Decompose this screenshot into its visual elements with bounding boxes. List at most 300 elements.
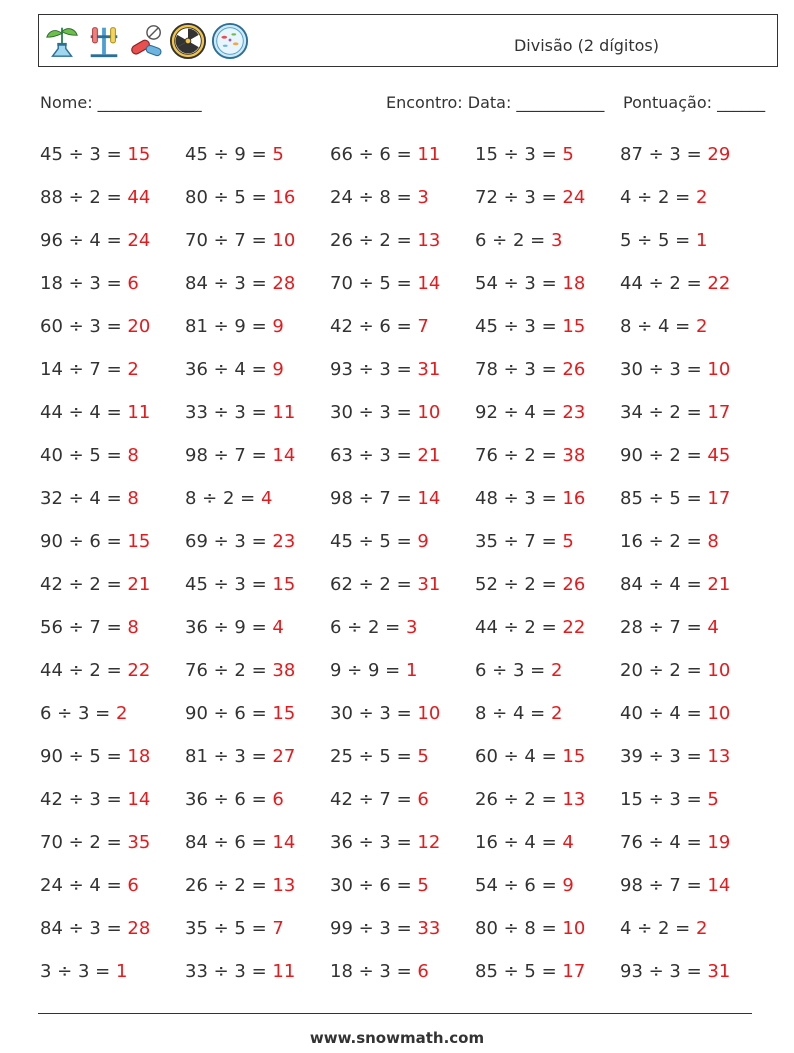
problem-question: 30 ÷ 6 = <box>330 875 418 896</box>
problem-question: 93 ÷ 3 = <box>620 961 708 982</box>
problem-item <box>40 788 185 831</box>
problem-answer: 11 <box>272 402 296 423</box>
problem-row <box>40 702 770 745</box>
problem-item <box>475 573 620 616</box>
problem-item <box>40 401 185 444</box>
problem-question: 5 ÷ 5 = <box>620 230 696 251</box>
problem-item <box>40 315 185 358</box>
problem-answer: 28 <box>272 273 296 294</box>
problem-item <box>475 874 620 917</box>
problem-question: 39 ÷ 3 = <box>620 746 708 767</box>
problem-item <box>475 401 620 444</box>
problem-question: 40 ÷ 5 = <box>40 445 128 466</box>
problem-item <box>620 444 765 487</box>
worksheet-title: Divisão (2 dígitos) <box>513 36 659 55</box>
problem-question: 56 ÷ 7 = <box>40 617 128 638</box>
problem-item <box>475 788 620 831</box>
problem-answer: 26 <box>562 574 586 595</box>
problem-item <box>185 487 330 530</box>
problem-answer: 10 <box>417 703 441 724</box>
problem-answer: 18 <box>127 746 151 767</box>
problem-item <box>475 444 620 487</box>
problem-question: 76 ÷ 4 = <box>620 832 708 853</box>
footer-divider <box>38 1013 752 1014</box>
problem-item <box>185 960 330 1003</box>
problem-item <box>330 315 475 358</box>
problem-answer: 1 <box>695 230 708 251</box>
problem-question: 69 ÷ 3 = <box>185 531 273 552</box>
problem-question: 76 ÷ 2 = <box>185 660 273 681</box>
problem-item <box>475 831 620 874</box>
problem-row <box>40 315 770 358</box>
problem-answer: 14 <box>127 789 151 810</box>
problem-answer: 5 <box>707 789 719 810</box>
problem-item <box>620 487 765 530</box>
problem-item <box>620 917 765 960</box>
problem-question: 24 ÷ 8 = <box>330 187 418 208</box>
problem-item <box>330 745 475 788</box>
problem-item <box>620 874 765 917</box>
problem-item <box>185 788 330 831</box>
problem-answer: 1 <box>115 961 128 982</box>
problem-question: 44 ÷ 2 = <box>475 617 563 638</box>
problem-answer: 31 <box>707 961 731 982</box>
problem-question: 18 ÷ 3 = <box>330 961 418 982</box>
problem-item <box>330 444 475 487</box>
problem-question: 4 ÷ 2 = <box>620 187 696 208</box>
problem-item <box>620 788 765 831</box>
footer-url: www.snowmath.com <box>309 1029 485 1047</box>
problem-item <box>330 874 475 917</box>
problem-item <box>40 702 185 745</box>
problem-answer: 21 <box>417 445 441 466</box>
problem-question: 70 ÷ 2 = <box>40 832 128 853</box>
problem-question: 36 ÷ 6 = <box>185 789 273 810</box>
problem-row <box>40 573 770 616</box>
problem-question: 44 ÷ 4 = <box>40 402 128 423</box>
problem-item <box>40 917 185 960</box>
problem-answer: 6 <box>272 789 284 810</box>
problem-answer: 14 <box>272 832 296 853</box>
problem-item <box>40 831 185 874</box>
problem-answer: 8 <box>127 445 139 466</box>
problem-item <box>40 960 185 1003</box>
header-icons <box>43 20 249 62</box>
problem-question: 4 ÷ 2 = <box>620 918 696 939</box>
problem-item <box>40 616 185 659</box>
problem-answer: 45 <box>707 445 731 466</box>
problem-question: 85 ÷ 5 = <box>620 488 708 509</box>
problem-answer: 11 <box>417 144 441 165</box>
problem-answer: 3 <box>417 187 429 208</box>
problem-question: 6 ÷ 3 = <box>40 703 116 724</box>
problem-answer: 10 <box>707 359 731 380</box>
problem-question: 84 ÷ 6 = <box>185 832 273 853</box>
problem-question: 70 ÷ 5 = <box>330 273 418 294</box>
problem-question: 20 ÷ 2 = <box>620 660 708 681</box>
problem-answer: 10 <box>562 918 586 939</box>
problem-row <box>40 874 770 917</box>
problem-item <box>185 573 330 616</box>
problem-answer: 26 <box>562 359 586 380</box>
problem-answer: 15 <box>562 746 586 767</box>
problem-item <box>475 358 620 401</box>
problem-question: 8 ÷ 2 = <box>185 488 261 509</box>
problem-answer: 6 <box>127 273 139 294</box>
problem-item <box>185 831 330 874</box>
problem-question: 14 ÷ 7 = <box>40 359 128 380</box>
radiation-icon <box>169 22 207 60</box>
problem-item <box>620 358 765 401</box>
problem-item <box>330 401 475 444</box>
problem-question: 40 ÷ 4 = <box>620 703 708 724</box>
problem-row <box>40 745 770 788</box>
problem-answer: 5 <box>562 144 574 165</box>
problem-row <box>40 788 770 831</box>
problem-item <box>620 530 765 573</box>
problem-question: 81 ÷ 9 = <box>185 316 273 337</box>
problem-question: 45 ÷ 5 = <box>330 531 418 552</box>
problem-question: 62 ÷ 2 = <box>330 574 418 595</box>
problem-item <box>475 315 620 358</box>
problem-answer: 22 <box>562 617 586 638</box>
problem-question: 85 ÷ 5 = <box>475 961 563 982</box>
problem-question: 33 ÷ 3 = <box>185 402 273 423</box>
problem-question: 26 ÷ 2 = <box>185 875 273 896</box>
problem-question: 30 ÷ 3 = <box>330 402 418 423</box>
problem-question: 84 ÷ 4 = <box>620 574 708 595</box>
problem-item <box>40 487 185 530</box>
problem-question: 90 ÷ 5 = <box>40 746 128 767</box>
problem-question: 90 ÷ 6 = <box>40 531 128 552</box>
problem-item <box>40 573 185 616</box>
problem-row <box>40 960 770 1003</box>
problem-item <box>475 917 620 960</box>
petri-dish-icon <box>211 22 249 60</box>
problem-answer: 5 <box>417 875 429 896</box>
problem-item <box>330 788 475 831</box>
problem-question: 80 ÷ 8 = <box>475 918 563 939</box>
problem-question: 18 ÷ 3 = <box>40 273 128 294</box>
problem-answer: 38 <box>562 445 586 466</box>
problem-row <box>40 229 770 272</box>
problem-row <box>40 358 770 401</box>
problem-item <box>620 143 765 186</box>
problem-row <box>40 272 770 315</box>
problem-question: 8 ÷ 4 = <box>620 316 696 337</box>
problem-answer: 29 <box>707 144 731 165</box>
problem-answer: 8 <box>127 617 139 638</box>
problem-question: 60 ÷ 4 = <box>475 746 563 767</box>
problem-item <box>620 573 765 616</box>
problem-answer: 14 <box>707 875 731 896</box>
problem-question: 26 ÷ 2 = <box>330 230 418 251</box>
plant-flask-icon <box>43 22 81 60</box>
problem-question: 45 ÷ 3 = <box>185 574 273 595</box>
problem-item <box>185 874 330 917</box>
problem-answer: 13 <box>272 875 296 896</box>
problem-question: 42 ÷ 6 = <box>330 316 418 337</box>
problem-question: 78 ÷ 3 = <box>475 359 563 380</box>
problem-question: 54 ÷ 6 = <box>475 875 563 896</box>
problem-answer: 10 <box>417 402 441 423</box>
problem-question: 72 ÷ 3 = <box>475 187 563 208</box>
problem-answer: 5 <box>417 746 429 767</box>
problem-answer: 23 <box>272 531 296 552</box>
problem-item <box>185 917 330 960</box>
problem-item <box>185 745 330 788</box>
problem-question: 45 ÷ 3 = <box>475 316 563 337</box>
problem-row <box>40 659 770 702</box>
problem-item <box>40 143 185 186</box>
problem-row <box>40 831 770 874</box>
problem-item <box>620 702 765 745</box>
problem-answer: 14 <box>417 488 441 509</box>
problem-question: 42 ÷ 7 = <box>330 789 418 810</box>
problem-row <box>40 401 770 444</box>
problem-item <box>475 229 620 272</box>
problem-item <box>185 530 330 573</box>
problem-question: 15 ÷ 3 = <box>475 144 563 165</box>
problem-item <box>40 229 185 272</box>
problem-answer: 6 <box>127 875 139 896</box>
problem-question: 30 ÷ 3 = <box>330 703 418 724</box>
problem-item <box>40 186 185 229</box>
date-field-label: Encontro: Data: ___________ <box>386 93 605 112</box>
problem-answer: 1 <box>405 660 418 681</box>
problem-row <box>40 143 770 186</box>
problem-item <box>185 272 330 315</box>
problem-question: 87 ÷ 3 = <box>620 144 708 165</box>
problem-item <box>620 186 765 229</box>
problem-answer: 2 <box>550 660 563 681</box>
problem-question: 42 ÷ 3 = <box>40 789 128 810</box>
problem-item <box>330 186 475 229</box>
problem-question: 16 ÷ 2 = <box>620 531 708 552</box>
problem-answer: 10 <box>707 703 731 724</box>
problem-item <box>185 358 330 401</box>
problem-question: 6 ÷ 3 = <box>475 660 551 681</box>
problem-answer: 5 <box>272 144 284 165</box>
problem-answer: 21 <box>707 574 731 595</box>
problem-answer: 23 <box>562 402 586 423</box>
problem-answer: 2 <box>695 187 708 208</box>
problem-answer: 4 <box>260 488 273 509</box>
problem-question: 45 ÷ 3 = <box>40 144 128 165</box>
problem-question: 76 ÷ 2 = <box>475 445 563 466</box>
problem-item <box>330 616 475 659</box>
pills-icon <box>127 22 165 60</box>
problem-item <box>475 960 620 1003</box>
problem-row <box>40 487 770 530</box>
problem-answer: 22 <box>127 660 151 681</box>
problem-question: 88 ÷ 2 = <box>40 187 128 208</box>
problem-question: 63 ÷ 3 = <box>330 445 418 466</box>
problem-question: 33 ÷ 3 = <box>185 961 273 982</box>
problem-item <box>475 659 620 702</box>
problem-answer: 2 <box>550 703 563 724</box>
problem-answer: 31 <box>417 574 441 595</box>
problem-answer: 13 <box>562 789 586 810</box>
problem-question: 66 ÷ 6 = <box>330 144 418 165</box>
problem-question: 45 ÷ 9 = <box>185 144 273 165</box>
problem-answer: 15 <box>127 144 151 165</box>
problem-question: 26 ÷ 2 = <box>475 789 563 810</box>
problem-item <box>330 960 475 1003</box>
problem-item <box>40 659 185 702</box>
problem-question: 81 ÷ 3 = <box>185 746 273 767</box>
problem-question: 32 ÷ 4 = <box>40 488 128 509</box>
problem-item <box>330 229 475 272</box>
problem-question: 70 ÷ 7 = <box>185 230 273 251</box>
problem-item <box>330 530 475 573</box>
problem-answer: 24 <box>562 187 586 208</box>
problem-question: 8 ÷ 4 = <box>475 703 551 724</box>
problem-question: 98 ÷ 7 = <box>185 445 273 466</box>
problem-answer: 33 <box>417 918 441 939</box>
problem-answer: 5 <box>562 531 574 552</box>
test-tube-rack-icon <box>85 22 123 60</box>
problem-answer: 14 <box>417 273 441 294</box>
problem-answer: 12 <box>417 832 441 853</box>
problem-item <box>40 444 185 487</box>
problem-item <box>40 874 185 917</box>
problem-answer: 9 <box>272 359 284 380</box>
problem-answer: 11 <box>127 402 151 423</box>
problem-question: 28 ÷ 7 = <box>620 617 708 638</box>
problem-item <box>185 702 330 745</box>
problem-item <box>620 315 765 358</box>
problem-answer: 9 <box>272 316 284 337</box>
problem-question: 98 ÷ 7 = <box>620 875 708 896</box>
problem-answer: 13 <box>707 746 731 767</box>
problem-item <box>620 659 765 702</box>
problem-item <box>185 315 330 358</box>
problem-question: 16 ÷ 4 = <box>475 832 563 853</box>
problem-question: 25 ÷ 5 = <box>330 746 418 767</box>
problem-question: 42 ÷ 2 = <box>40 574 128 595</box>
problem-item <box>620 272 765 315</box>
problem-answer: 10 <box>272 230 296 251</box>
problem-question: 15 ÷ 3 = <box>620 789 708 810</box>
problem-item <box>620 745 765 788</box>
problem-answer: 11 <box>272 961 296 982</box>
problem-item <box>330 573 475 616</box>
problem-answer: 19 <box>707 832 731 853</box>
problem-item <box>185 616 330 659</box>
problem-question: 9 ÷ 9 = <box>330 660 406 681</box>
problem-item <box>330 831 475 874</box>
problem-answer: 44 <box>127 187 151 208</box>
problem-question: 48 ÷ 3 = <box>475 488 563 509</box>
problem-question: 36 ÷ 4 = <box>185 359 273 380</box>
problem-answer: 9 <box>417 531 429 552</box>
problem-item <box>330 272 475 315</box>
problem-question: 44 ÷ 2 = <box>620 273 708 294</box>
problem-item <box>40 358 185 401</box>
problem-item <box>475 702 620 745</box>
problem-answer: 2 <box>115 703 128 724</box>
problem-question: 36 ÷ 9 = <box>185 617 273 638</box>
problem-item <box>330 659 475 702</box>
problem-question: 6 ÷ 2 = <box>475 230 551 251</box>
problem-answer: 4 <box>272 617 284 638</box>
problem-answer: 27 <box>272 746 296 767</box>
problem-item <box>330 917 475 960</box>
problem-question: 99 ÷ 3 = <box>330 918 418 939</box>
problem-question: 30 ÷ 3 = <box>620 359 708 380</box>
problem-item <box>185 186 330 229</box>
problem-answer: 35 <box>127 832 151 853</box>
problem-question: 93 ÷ 3 = <box>330 359 418 380</box>
problem-answer: 15 <box>127 531 151 552</box>
problem-item <box>620 831 765 874</box>
problem-question: 96 ÷ 4 = <box>40 230 128 251</box>
problem-question: 90 ÷ 2 = <box>620 445 708 466</box>
problem-item <box>185 659 330 702</box>
problem-question: 36 ÷ 3 = <box>330 832 418 853</box>
problem-answer: 15 <box>272 574 296 595</box>
problem-question: 60 ÷ 3 = <box>40 316 128 337</box>
problem-row <box>40 444 770 487</box>
problem-answer: 9 <box>562 875 574 896</box>
problem-answer: 28 <box>127 918 151 939</box>
problem-question: 80 ÷ 5 = <box>185 187 273 208</box>
problem-item <box>185 229 330 272</box>
problem-answer: 7 <box>417 316 429 337</box>
problem-question: 3 ÷ 3 = <box>40 961 116 982</box>
problem-answer: 4 <box>562 832 574 853</box>
problem-answer: 2 <box>127 359 139 380</box>
problem-question: 35 ÷ 7 = <box>475 531 563 552</box>
problem-item <box>620 401 765 444</box>
problem-question: 90 ÷ 6 = <box>185 703 273 724</box>
problem-question: 24 ÷ 4 = <box>40 875 128 896</box>
problem-question: 84 ÷ 3 = <box>40 918 128 939</box>
problem-question: 54 ÷ 3 = <box>475 273 563 294</box>
problem-answer: 38 <box>272 660 296 681</box>
problem-answer: 13 <box>417 230 441 251</box>
problem-answer: 6 <box>417 961 429 982</box>
problem-item <box>475 745 620 788</box>
problem-answer: 3 <box>550 230 563 251</box>
problem-item <box>185 401 330 444</box>
problem-item <box>330 358 475 401</box>
problem-item <box>475 186 620 229</box>
problem-answer: 16 <box>272 187 296 208</box>
problem-question: 35 ÷ 5 = <box>185 918 273 939</box>
problem-row <box>40 186 770 229</box>
problem-answer: 7 <box>272 918 284 939</box>
problem-item <box>475 143 620 186</box>
problem-question: 98 ÷ 7 = <box>330 488 418 509</box>
name-field-label: Nome: _____________ <box>40 93 202 112</box>
problem-question: 6 ÷ 2 = <box>330 617 406 638</box>
problem-answer: 15 <box>562 316 586 337</box>
problem-answer: 3 <box>405 617 418 638</box>
problem-answer: 8 <box>127 488 139 509</box>
problem-item <box>475 272 620 315</box>
problem-item <box>620 960 765 1003</box>
problem-question: 52 ÷ 2 = <box>475 574 563 595</box>
problem-question: 34 ÷ 2 = <box>620 402 708 423</box>
problem-answer: 21 <box>127 574 151 595</box>
problem-item <box>185 143 330 186</box>
problem-item <box>40 272 185 315</box>
problem-answer: 16 <box>562 488 586 509</box>
header-box <box>38 14 778 67</box>
problem-item <box>620 229 765 272</box>
